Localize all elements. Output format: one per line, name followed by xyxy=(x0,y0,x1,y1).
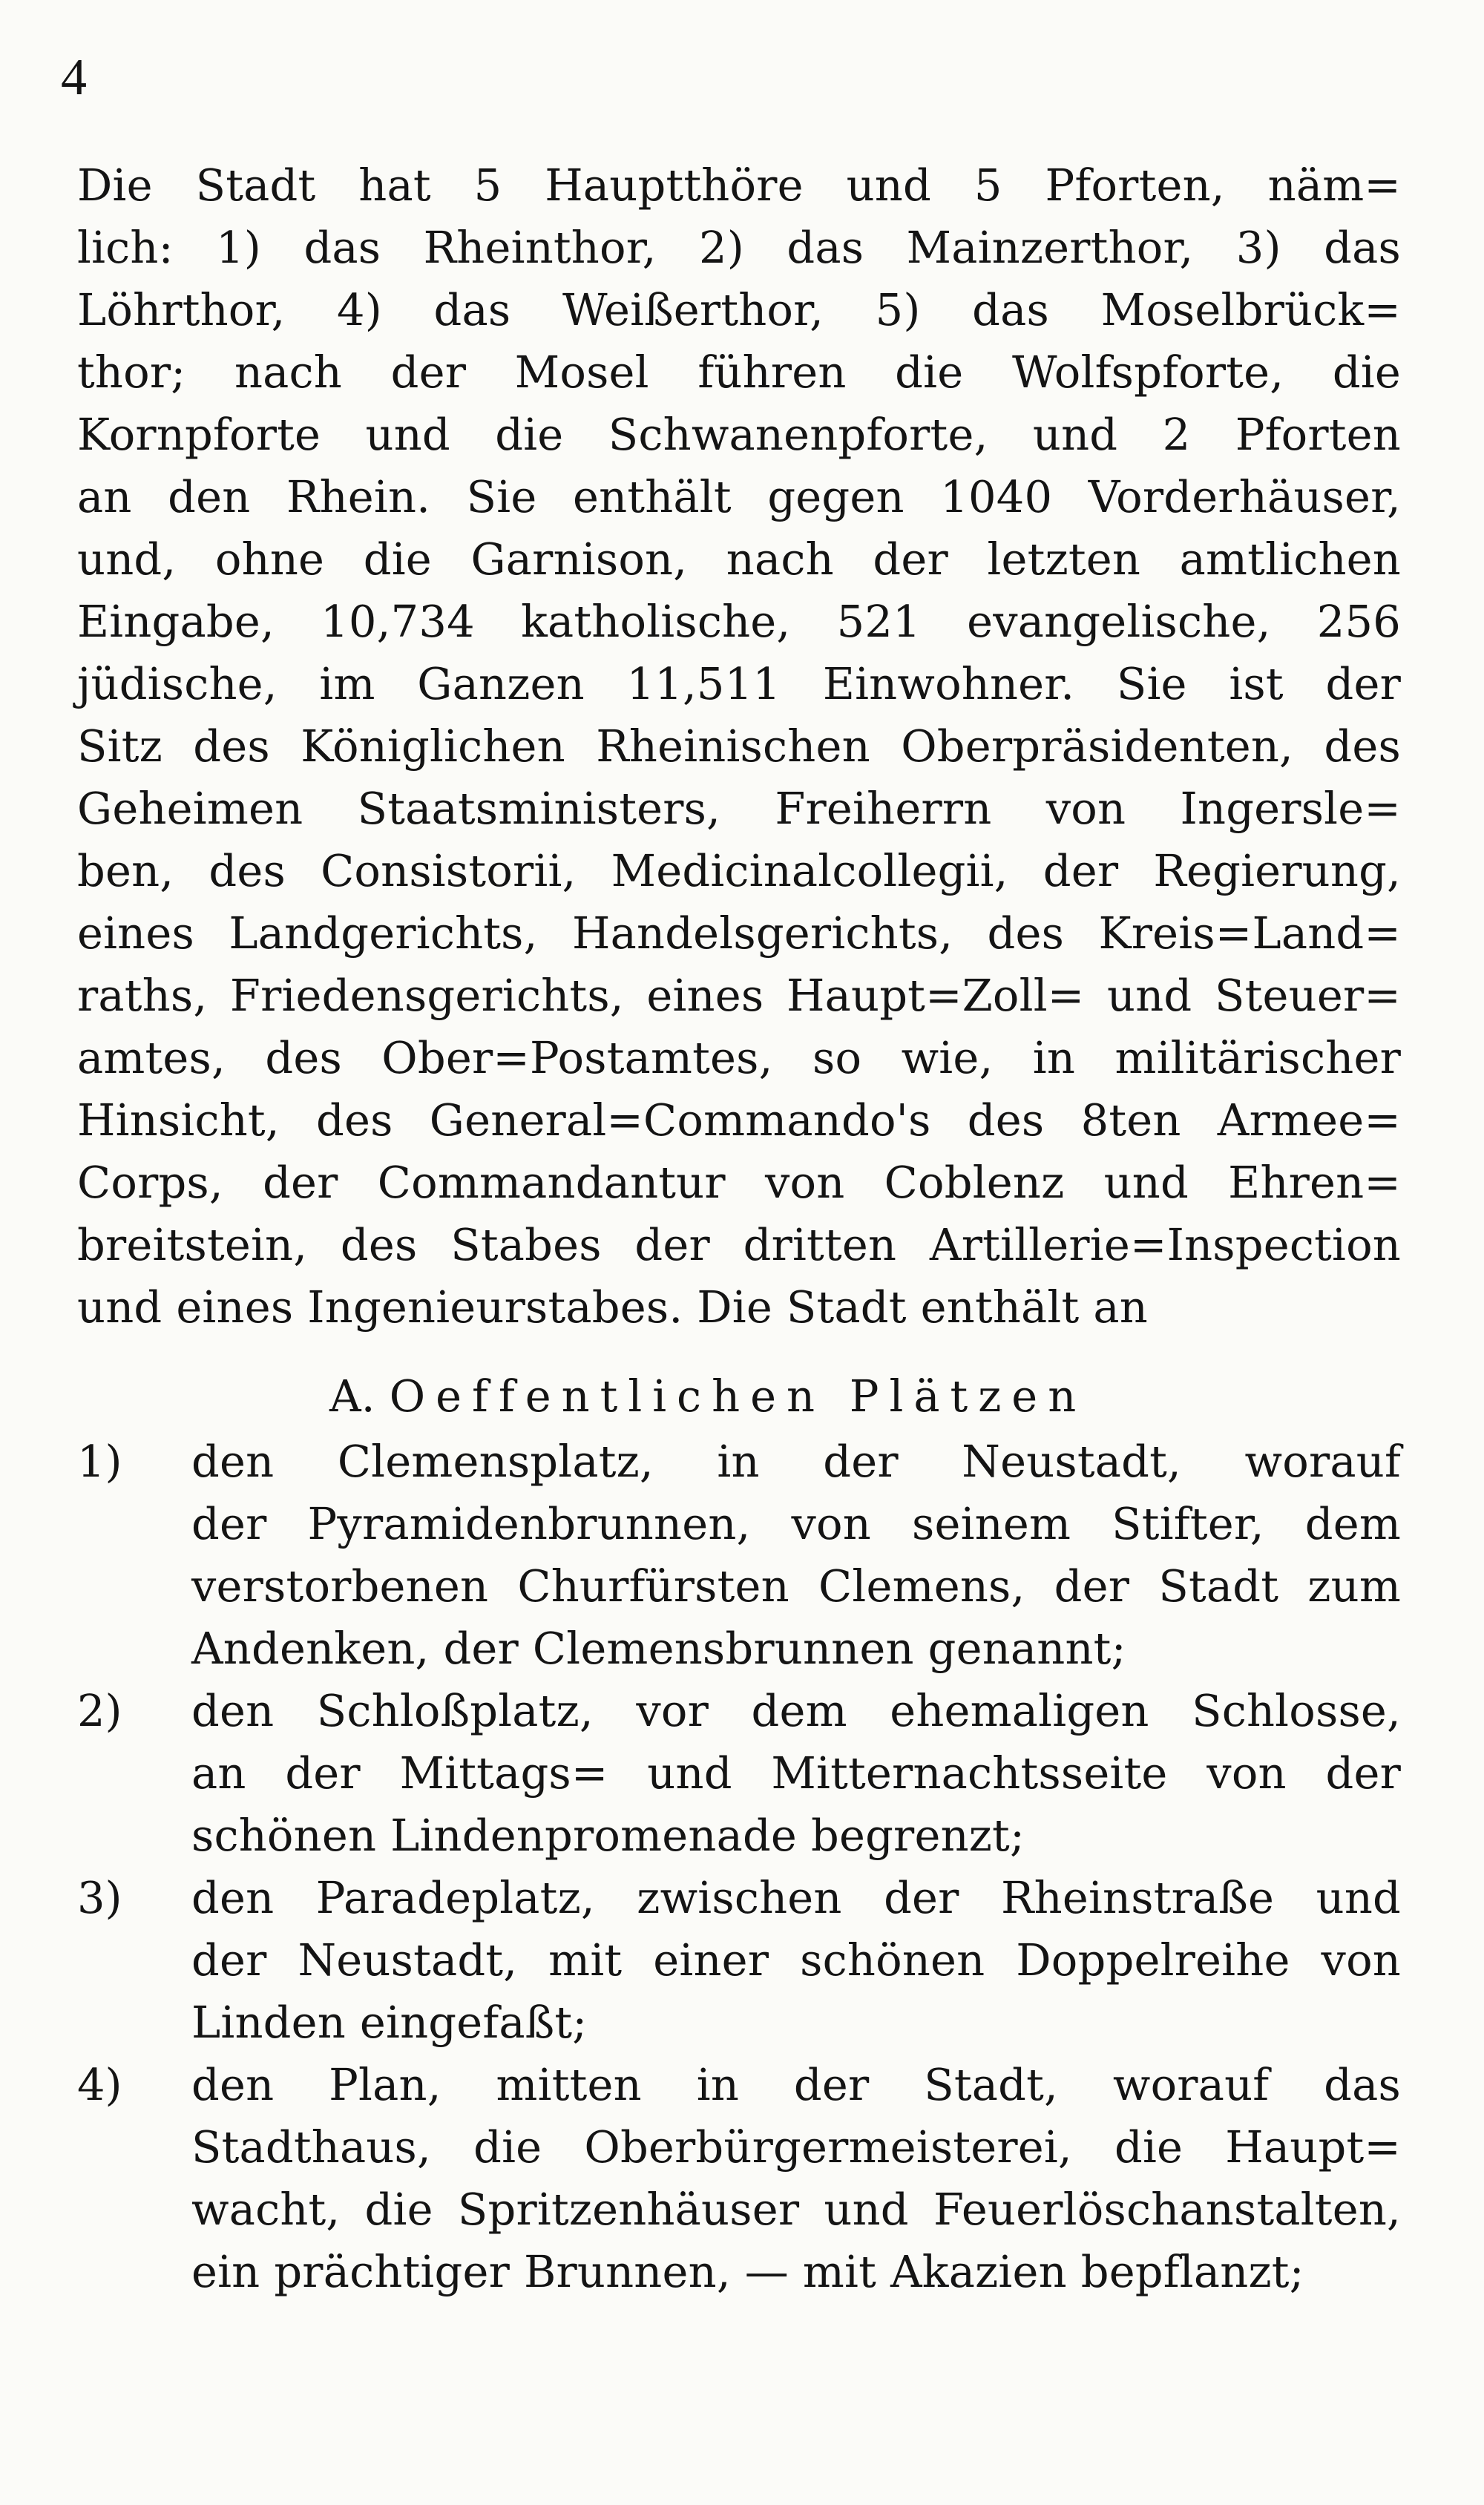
paragraph-line: an den Rhein. Sie enthält gegen 1040 Vorderhäuser, xyxy=(77,471,1401,522)
item-line: wacht, die Spritzenhäuser und Feuerlöschanstalten, xyxy=(191,2184,1401,2235)
paragraph-line: amtes, des Ober=Postamtes, so wie, in militärischer xyxy=(77,1032,1401,1083)
places-list xyxy=(77,1431,1401,2303)
item-number: 3) xyxy=(77,1872,122,1923)
paragraph-line: Löhrthor, 4) das Weißerthor, 5) das Moselbrück= xyxy=(77,284,1401,335)
paragraph-line: breitstein, des Stabes der dritten Artillerie=Inspection xyxy=(77,1219,1401,1270)
paragraph-line: jüdische, im Ganzen 11,511 Einwohner. Sie ist der xyxy=(77,658,1401,709)
item-line: den Schloßplatz, vor dem ehemaligen Schlosse, xyxy=(191,1685,1401,1736)
list-item xyxy=(77,1431,1401,1680)
item-text xyxy=(191,1431,1401,1680)
item-line: den Clemensplatz, in der Neustadt, worauf xyxy=(191,1436,1401,1487)
paragraph-line: Sitz des Königlichen Rheinischen Oberpräsidenten, des xyxy=(77,720,1401,772)
paragraph-line: Corps, der Commandantur von Coblenz und Ehren= xyxy=(77,1157,1401,1208)
item-line: ein prächtiger Brunnen, — mit Akazien bepflanzt; xyxy=(191,2246,1304,2297)
paragraph-line: Eingabe, 10,734 katholische, 521 evangelische, 256 xyxy=(77,596,1401,647)
paragraph-line: Hinsicht, des General=Commando's des 8ten Armee= xyxy=(77,1094,1401,1146)
main-paragraph xyxy=(77,154,1401,1339)
item-line: Stadthaus, die Oberbürgermeisterei, die Haupt= xyxy=(191,2121,1401,2173)
item-number: 4) xyxy=(77,2059,122,2110)
paragraph-line: thor; nach der Mosel führen die Wolfspforte, die xyxy=(77,347,1401,398)
page-number: 4 xyxy=(61,49,87,106)
paragraph-line: Die Stadt hat 5 Hauptthöre und 5 Pforten, näm= xyxy=(77,160,1401,211)
paragraph-line: raths, Friedensgerichts, eines Haupt=Zoll= und Steuer= xyxy=(77,970,1401,1021)
list-item xyxy=(77,1867,1401,2054)
item-number: 1) xyxy=(77,1436,122,1487)
section-heading xyxy=(0,1365,1484,1428)
paragraph-line: und, ohne die Garnison, nach der letzten amtlichen xyxy=(77,533,1401,585)
section-title: Oeffentlichen Plätzen xyxy=(389,1370,1087,1422)
list-item xyxy=(77,2054,1401,2303)
list-item xyxy=(77,1680,1401,1867)
item-line: Linden eingefaßt; xyxy=(191,1997,588,2048)
item-number: 2) xyxy=(77,1685,122,1736)
item-line: verstorbenen Churfürsten Clemens, der Stadt zum xyxy=(191,1560,1401,1612)
item-line: den Paradeplatz, zwischen der Rheinstraße und xyxy=(191,1872,1401,1923)
item-line: an der Mittags= und Mitternachtsseite von der xyxy=(191,1747,1401,1799)
paragraph-line: eines Landgerichts, Handelsgerichts, des Kreis=Land= xyxy=(77,907,1401,959)
item-text xyxy=(191,1680,1401,1867)
paragraph-line: und eines Ingenieurstabes. Die Stadt enthält an xyxy=(77,1281,1148,1333)
item-text xyxy=(191,1867,1401,2054)
paragraph-line: lich: 1) das Rheinthor, 2) das Mainzerthor, 3) das xyxy=(77,222,1401,273)
item-line: den Plan, mitten in der Stadt, worauf das xyxy=(191,2059,1401,2110)
item-text xyxy=(191,2054,1401,2303)
paragraph-line: ben, des Consistorii, Medicinalcollegii, der Regierung, xyxy=(77,845,1401,896)
item-line: schönen Lindenpromenade begrenzt; xyxy=(191,1810,1025,1861)
item-line: Andenken, der Clemensbrunnen genannt; xyxy=(191,1623,1126,1674)
paragraph-line: Geheimen Staatsministers, Freiherrn von Ingersle= xyxy=(77,783,1401,834)
section-letter: A. xyxy=(329,1370,375,1422)
paragraph-line: Kornpforte und die Schwanenpforte, und 2 Pforten xyxy=(77,409,1401,460)
item-line: der Neustadt, mit einer schönen Doppelreihe von xyxy=(191,1934,1401,1986)
item-line: der Pyramidenbrunnen, von seinem Stifter, dem xyxy=(191,1498,1401,1549)
